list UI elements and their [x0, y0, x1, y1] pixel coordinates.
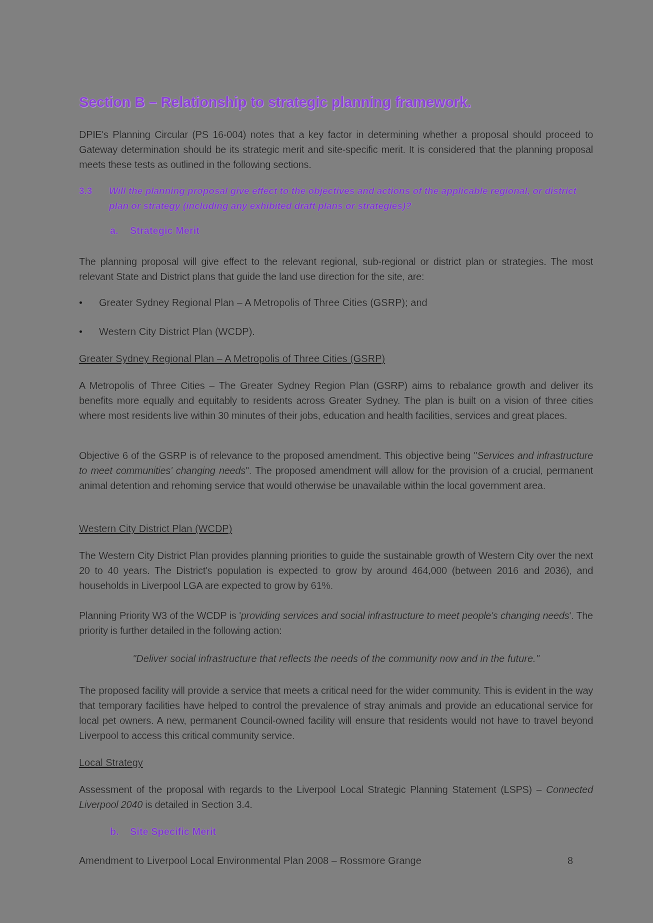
objective-quote: Services and infrastructure to meet communities' changing needs: [79, 451, 593, 477]
section-title: Section B – Relationship to strategic planning framework.: [79, 95, 472, 111]
subheading-letter: a.: [110, 226, 119, 237]
strategic-paragraph: The planning proposal will give effect to the relevant regional, sub-regional or district plan or strategies. The most relevant State and District plans that guide the land use direction for the site, are:: [79, 257, 593, 283]
subheading-label: Strategic Merit: [130, 226, 200, 237]
page-footer: [79, 856, 573, 867]
subheading-letter: b.: [110, 827, 119, 838]
lsps-title: Connected Liverpool 2040: [79, 785, 593, 811]
bullet-item: [79, 325, 255, 340]
bullet-item: [79, 296, 427, 311]
text-span: Objective 6 of the GSRP is of relevance to the proposed amendment. This objective being ": [79, 451, 478, 462]
subheading-site-specific-merit: [110, 827, 216, 838]
priority-quote: providing services and social infrastructure to meet people's changing needs: [240, 611, 570, 622]
subheading-label: Site Specific Merit: [130, 827, 217, 838]
bullet-icon: •: [79, 298, 83, 309]
intro-paragraph: DPIE's Planning Circular (PS 16-004) notes that a key factor in determining whether a proposal should proceed to Gateway determination should be its strategic merit and site-specific merit. It is considered that the planning proposal meets these tests as outlined in the following sections.: [79, 130, 593, 171]
gsrp-heading: Greater Sydney Regional Plan – A Metropolis of Three Cities (GSRP): [79, 354, 386, 365]
gsrp-paragraph: A Metropolis of Three Cities – The Greater Sydney Region Plan (GSRP) aims to rebalance growth and deliver its benefits more equally and equitably to residents across Greater Sydney. The plan is built on a vision of three cities where most residents live within 30 minutes of their jobs, education and health facilities, services and great places.: [79, 381, 593, 422]
question-number: 3.3: [79, 186, 93, 197]
text-span: ". The proposed amendment will allow for the provision of a crucial, permanent animal detention and rehoming service that would otherwise be unavailable within the local government area.: [79, 466, 593, 492]
local-strategy-heading: Local Strategy: [79, 758, 143, 769]
question-text: Will the planning proposal give effect to the objectives and actions of the applicable regional, or district plan or strategy (including any exhibited draft plans or strategies)?: [109, 186, 577, 212]
wcdp-paragraph: The Western City District Plan provides planning priorities to guide the sustainable growth of Western City over the next 20 to 40 years. The District's population is expected to grow by around 464,000 (between 2016 and 2036), and households in Liverpool LGA are expected to grow by 61%.: [79, 551, 593, 592]
local-strategy-paragraph: [79, 783, 593, 813]
facility-paragraph: The proposed facility will provide a service that meets a critical need for the wider community. This is evident in the way that temporary facilities have helped to control the prevalence of stray animals and provide an educational service for local pet owners. A new, permanent Council-owned facility will ensure that residents would not have to travel beyond Liverpool to access this critical community service.: [79, 686, 593, 742]
bullet-icon: •: [79, 327, 83, 338]
text-span: Assessment of the proposal with regards to the Liverpool Local Strategic Planning Statement (LSPS) –: [79, 785, 546, 796]
footer-title: Amendment to Liverpool Local Environmental Plan 2008 – Rossmore Grange: [79, 856, 422, 867]
wcdp-heading: Western City District Plan (WCDP): [79, 524, 233, 535]
page-number: 8: [567, 856, 573, 867]
text-span: Planning Priority W3 of the WCDP is ': [79, 611, 241, 622]
action-quote: "Deliver social infrastructure that reflects the needs of the community now and in the future.": [132, 654, 540, 665]
gsrp-objective-paragraph: [79, 449, 593, 494]
bullet-text: Greater Sydney Regional Plan – A Metropolis of Three Cities (GSRP); and: [99, 298, 428, 309]
text-span: '. The priority is further detailed in the following action:: [79, 611, 593, 637]
wcdp-priority-paragraph: [79, 609, 593, 639]
subheading-strategic-merit: [110, 226, 199, 237]
bullet-text: Western City District Plan (WCDP).: [99, 327, 255, 338]
text-span: is detailed in Section 3.4.: [142, 800, 253, 811]
